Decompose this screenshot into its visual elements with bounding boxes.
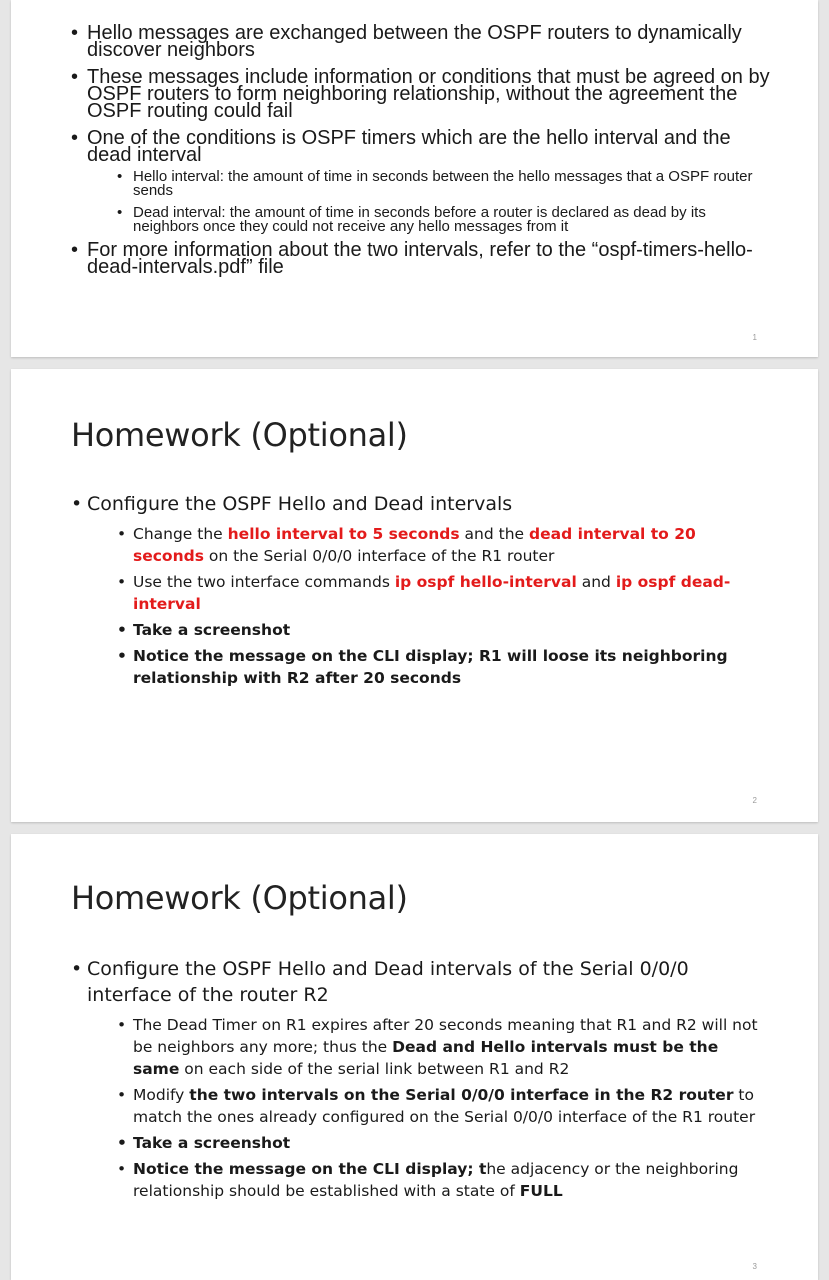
bullet-timers — [71, 127, 771, 235]
sub-bullet-list — [87, 1014, 761, 1202]
sub-bullet-list — [87, 170, 771, 234]
sub-bullet-interface-commands — [117, 571, 761, 615]
page-number: 3 — [752, 1262, 757, 1271]
command-dead-interval: ip ospf dead-interval — [133, 573, 731, 613]
sub-bullet-modify — [117, 1084, 761, 1128]
sub-bullet-screenshot — [117, 619, 761, 641]
bullet-list — [71, 491, 761, 689]
sub-bullet-list — [87, 523, 761, 689]
highlight-dead-interval: dead interval to 20 seconds — [133, 525, 696, 565]
sub-bullet-hello-interval — [117, 170, 771, 198]
sub-bullet-text: Dead interval: the amount of time in seconds before a router is declared as dead by its neighbors once they could not receive any hello messages from it — [133, 204, 706, 235]
bullet-list — [71, 956, 761, 1202]
bullet-hello-messages — [71, 22, 771, 61]
page-number: 1 — [752, 333, 757, 342]
sub-bullet-screenshot — [117, 1132, 761, 1154]
text-run: and — [576, 573, 616, 591]
text-run: Notice the message on the CLI display; R1 will loose its neighboring relationship with R2 after 20 seconds — [133, 647, 728, 687]
bullet-text: Configure the OSPF Hello and Dead intervals — [87, 493, 513, 515]
bullet-text: These messages include information or conditions that must be agreed on by OSPF routers to form neighboring relationship, without the agreement the OSPF routing could fail — [87, 66, 770, 122]
bullet-text: Hello messages are exchanged between the OSPF routers to dynamically discover neighbors — [87, 22, 742, 61]
text-run: Change the — [133, 525, 228, 543]
text-run: Use the two interface commands — [133, 573, 395, 591]
bullet-list — [71, 22, 771, 278]
bullet-text: For more information about the two intervals, refer to the “ospf-timers-hello-dead-intervals.pdf” file — [87, 239, 753, 278]
text-run: and the — [459, 525, 530, 543]
bullet-text: One of the conditions is OSPF timers which are the hello interval and the dead interval — [87, 127, 731, 166]
slide-1 — [11, 0, 818, 357]
command-hello-interval: ip ospf hello-interval — [394, 573, 577, 591]
bold-run: FULL — [519, 1182, 563, 1200]
text-run: Take a screenshot — [133, 1134, 291, 1152]
sub-bullet-dead-timer — [117, 1014, 761, 1080]
highlight-hello-interval: hello interval to 5 seconds — [227, 525, 460, 543]
text-run: on the Serial 0/0/0 interface of the R1 router — [203, 547, 555, 565]
bullet-more-info — [71, 239, 771, 278]
text-run: Modify — [133, 1086, 190, 1104]
text-run: The Dead Timer on R1 expires after 20 seconds meaning that R1 and R2 will not be neighbors any more; thus the — [133, 1016, 758, 1056]
sub-bullet-notice — [117, 645, 761, 689]
bold-run: Notice the message on the CLI display; t — [133, 1160, 487, 1178]
bullet-configure — [71, 491, 761, 689]
slide-2-content — [71, 491, 761, 693]
sub-bullet-change-intervals — [117, 523, 761, 567]
slide-1-content — [71, 22, 771, 286]
text-run: on each side of the serial link between R1 and R2 — [179, 1060, 570, 1078]
slide-3 — [11, 834, 818, 1280]
text-run: Take a screenshot — [133, 621, 291, 639]
sub-bullet-notice — [117, 1158, 761, 1202]
slide-title: Homework (Optional) — [71, 416, 408, 454]
bullet-configure-r2 — [71, 956, 761, 1202]
sub-bullet-dead-interval — [117, 206, 771, 234]
slide-title: Homework (Optional) — [71, 879, 408, 917]
bold-run: the two intervals on the Serial 0/0/0 interface in the R2 router — [189, 1086, 734, 1104]
sub-bullet-text: Hello interval: the amount of time in seconds between the hello messages that a OSPF router sends — [133, 168, 753, 199]
bullet-conditions — [71, 66, 771, 122]
text-run: to match the ones already configured on the Serial 0/0/0 interface of the R1 router — [133, 1086, 756, 1126]
bold-run: Dead and Hello intervals must be the same — [133, 1038, 719, 1078]
page-number: 2 — [752, 796, 757, 805]
slide-2 — [11, 369, 818, 822]
bullet-text: Configure the OSPF Hello and Dead intervals of the Serial 0/0/0 interface of the router R2 — [87, 958, 689, 1006]
slide-3-content — [71, 956, 761, 1206]
text-run: he adjacency or the neighboring relationship should be established with a state of — [133, 1160, 739, 1200]
